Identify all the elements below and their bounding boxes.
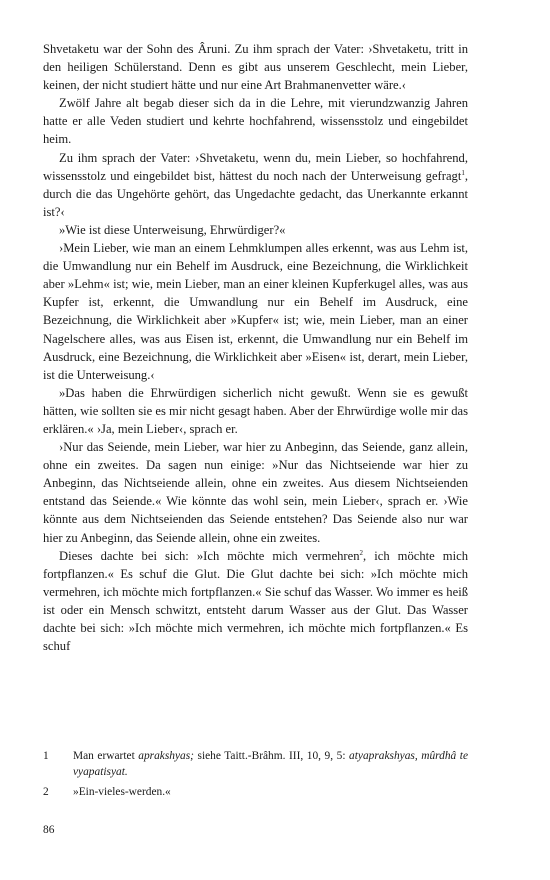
footnote-ref: 2 (359, 548, 364, 557)
text-run: Zwölf Jahre alt begab dieser sich da in die Lehre, mit vierundzwanzig Jahren hatte er alle Veden studiert und kehrte hochfahrend, wissensstolz und eingebildet heim. (43, 96, 468, 147)
text-run: »Ein-vieles-werden.« (73, 786, 171, 798)
text-run: Zu ihm sprach der Vater: ›Shvetaketu, wenn du, mein Lieber, so hochfahrend, wissensstolz und eingebildet bist, hättest du noch nach der Unterweisung gefragt (43, 150, 468, 183)
paragraph (43, 547, 468, 656)
footnotes (43, 749, 468, 806)
text-run: siehe Taitt.-Brâhm. III, 10, 9, 5: (193, 750, 350, 762)
paragraph (43, 149, 468, 221)
text-run: »Wie ist diese Unterweisung, Ehrwürdiger?« (59, 222, 286, 237)
text-run: Dieses dachte bei sich: »Ich möchte mich vermehren (59, 548, 360, 563)
paragraph (43, 239, 468, 384)
text-run: , durch die das Ungehörte gehört, das Ungedachte gedacht, das Unerkannte erkannt ist?‹ (43, 168, 468, 219)
paragraph (43, 221, 468, 239)
footnote-number: 1 (43, 750, 49, 762)
text-run: »Das haben die Ehrwürdigen sicherlich nicht gewußt. Wenn sie es gewußt hätten, wie sollten sie es mir nicht gesagt haben. Aber der Ehrwürdige wolle mir das erklären.« ›Ja, mein Lieber‹, sprach er. (43, 385, 468, 436)
page-number: 86 (43, 824, 55, 836)
footnote (43, 749, 468, 780)
footnote-ref: 1 (461, 168, 465, 177)
paragraph (43, 40, 468, 94)
main-text (43, 40, 468, 655)
footnote-text (73, 749, 468, 780)
paragraph (43, 384, 468, 438)
italic-text: aprakshyas; (138, 750, 194, 762)
text-run: , ich möchte mich fortpflanzen.« Es schuf die Glut. Die Glut dachte bei sich: »Ich möchte mich vermehren, ich möchte mich fortpflanzen.« Sie schuf das Wasser. Wo immer es heiß ist oder ein Mensch schwitzt, entsteht darum Wasser aus der Glut. Das Wasser dachte bei sich: »Ich möchte mich vermehren, ich möchte mich fortpflanzen.« Es schuf (43, 548, 468, 654)
paragraph (43, 438, 468, 547)
footnote (43, 785, 468, 801)
text-run: ›Nur das Seiende, mein Lieber, war hier zu Anbeginn, das Seiende, ganz allein, ohne ein zweites. Da sagen nun einige: »Nur das Nichtseiende war hier zu Anbeginn, das Nichtseiende allein, ohne ein zweites. Aus diesem Nichtseienden entstand das Seiende.« Wie könnte das wohl sein, mein Lieber‹, sprach er. ›Wie könnte aus dem Nichtseienden das Seiende entstehen? Das Seiende also nur war hier zu Anbeginn, das Seiende allein, ohne ein zweites. (43, 440, 468, 545)
paragraph (43, 94, 468, 148)
footnote-text (73, 785, 468, 801)
footnote-number: 2 (43, 786, 49, 798)
text-run: Shvetaketu war der Sohn des Âruni. Zu ihm sprach der Vater: ›Shvetaketu, tritt in den heiligen Schülerstand. Denn es gibt aus unserem Geschlecht, mein Lieber, keinen, der nicht studiert hätte und nur eine Art Brahmanenvetter wäre.‹ (43, 42, 468, 93)
italic-text: atyaprakshyas, mûrdhâ te vyapatisyat. (73, 750, 469, 778)
text-run: ›Mein Lieber, wie man an einem Lehmklumpen alles erkennt, was aus Lehm ist, die Umwandlung nur ein Behelf im Ausdruck, eine Bezeichnung, die Wirklichkeit aber »Lehm« ist; wie, mein Lieber, man an einer kleinen Kupferkugel alles, was aus Kupfer ist, erkennt, die Umwandlung nur ein Behelf im Ausdruck, eine Bezeichnung, die Wirklichkeit aber »Kupfer« ist; wie, mein Lieber, man an einer Nagelschere alles, was aus Eisen ist, erkennt, die Umwandlung nur ein Behelf im Ausdruck, eine Bezeichnung, die Wirklichkeit aber »Eisen« ist, derart, mein Lieber, ist die Unterweisung.‹ (43, 241, 468, 382)
text-run: Man erwartet (73, 750, 139, 762)
